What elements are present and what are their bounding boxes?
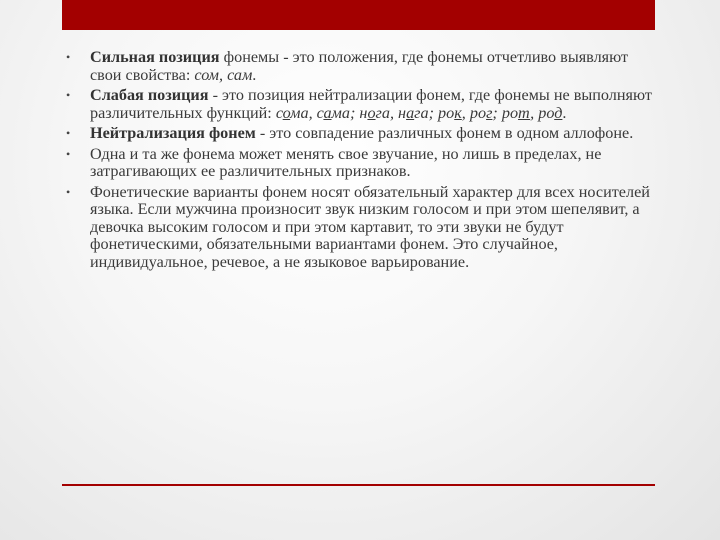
bullet-icon: • [66, 88, 71, 102]
example-part: , [530, 103, 539, 122]
bullet-list [66, 49, 656, 274]
bullet-icon: • [66, 184, 71, 199]
period: . [252, 65, 257, 84]
example-part: га; [414, 103, 439, 122]
definition-text: фонемы - это положения, где фонемы отчетливо выявляют свои свойства: [90, 48, 629, 84]
list-item-weak-position [66, 87, 656, 122]
bottom-divider [62, 484, 655, 486]
example-part: с [316, 103, 324, 122]
example-part: ро [438, 103, 455, 122]
paragraph-text: Фонетические варианты фонем носят обязательный характер для всех носителей языка. Если мужчина произносит звук низким голосом и при этом шепелявит, а девочка высоким голосом и при этом картавит, то эти звуки не будут фонетическими, обязательными вариантами фонем. Это случайное, индивидуальное, речевое, а не языковое варьирование. [90, 182, 650, 271]
definition-text: - это совпадение различных фонем в одном аллофоне. [255, 124, 634, 142]
example-part: , [461, 103, 470, 122]
underlined-letter: а [406, 103, 415, 122]
underlined-letter: а [323, 103, 332, 122]
example-part: с [275, 103, 283, 122]
underlined-letter: д [554, 103, 563, 122]
example-part: ма; [331, 103, 360, 122]
example-part: га, [375, 103, 399, 122]
term-weak-position: Слабая позиция [90, 86, 209, 104]
example-part: ро [501, 103, 519, 122]
underlined-letter: т [518, 103, 531, 122]
example-part: ма, [290, 103, 317, 122]
title-bar [62, 0, 655, 30]
example-words [276, 104, 563, 122]
bullet-icon: • [66, 50, 71, 64]
bullet-icon: • [66, 146, 71, 161]
bullet-icon: • [66, 126, 71, 140]
example-part: ро [538, 103, 555, 122]
term-neutralization: Нейтрализация фонем [90, 124, 256, 142]
list-item-neutralization [66, 125, 656, 143]
example-part: н [398, 103, 407, 122]
list-item-strong-position [66, 49, 656, 84]
term-strong-position: Сильная позиция [90, 48, 220, 66]
definition-text: - это позиция нейтрализации фонем, где фонемы не выполняют различительных функций: [90, 86, 652, 122]
underlined-letter: г [486, 103, 493, 122]
period: . [562, 103, 567, 122]
underlined-letter: о [367, 103, 376, 122]
list-item-phonetic-variants [66, 184, 656, 272]
paragraph-text: Одна и та же фонема может менять свое звучание, но лишь в пределах, не затрагивающих ее различительных признаков. [90, 144, 602, 180]
underlined-letter: о [282, 103, 291, 122]
example-part: н [359, 103, 368, 122]
underlined-letter: к [454, 103, 462, 122]
example-part: ро [469, 103, 487, 122]
example-part: ; [492, 103, 502, 122]
example-words: сом, сам [194, 65, 253, 84]
list-item-phoneme-variation [66, 146, 656, 181]
